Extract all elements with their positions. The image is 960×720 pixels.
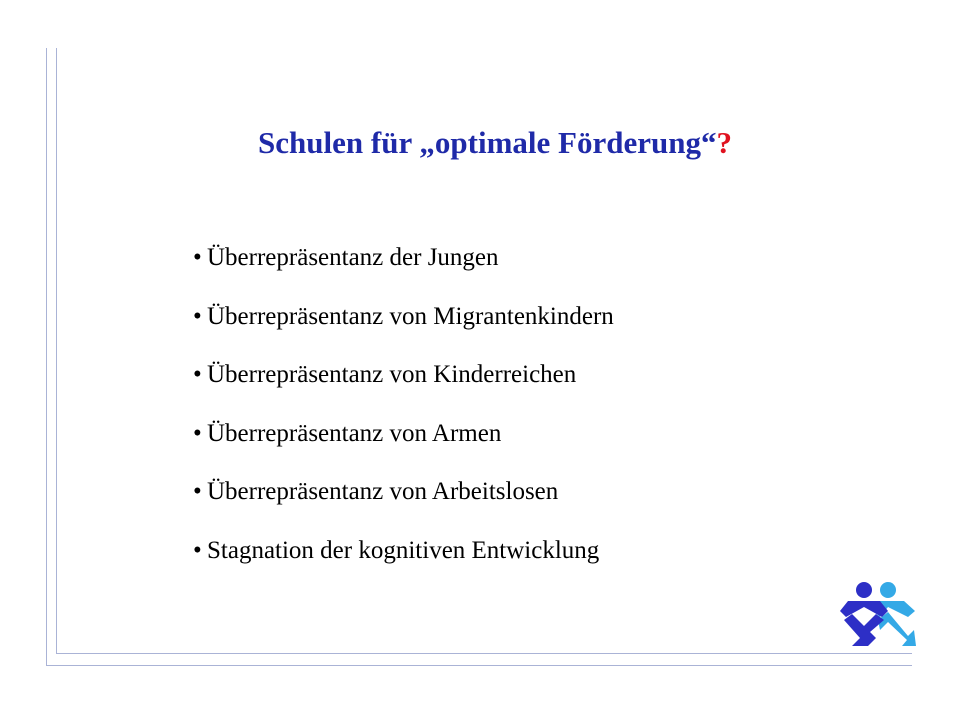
- frame-bottom-outer: [46, 665, 912, 666]
- bullet-item: [193, 297, 614, 356]
- bullet-dot: •: [193, 478, 202, 505]
- bullet-dot: •: [193, 419, 202, 447]
- bullet-text: Überrepräsentanz von Arbeitslosen: [207, 478, 559, 505]
- slide-title: [0, 125, 960, 161]
- bullet-dot: •: [193, 536, 202, 564]
- two-figures-logo-icon: [836, 580, 916, 650]
- frame-bottom-inner: [56, 653, 912, 654]
- bullet-text: Überrepräsentanz der Jungen: [207, 244, 499, 271]
- bullet-item: [193, 238, 614, 297]
- bullet-text: Überrepräsentanz von Kinderreichen: [207, 361, 577, 388]
- bullet-item: [193, 355, 614, 414]
- bullet-dot: •: [193, 244, 202, 271]
- bullet-dot: •: [193, 302, 202, 330]
- bullet-text: Überrepräsentanz von Migrantenkindern: [207, 302, 614, 330]
- bullet-item: [193, 472, 614, 531]
- bullet-list: [193, 238, 614, 589]
- slide-title-question-mark: ?: [716, 125, 732, 160]
- light-figure-head: [880, 582, 896, 598]
- bullet-text: Überrepräsentanz von Armen: [207, 419, 502, 447]
- dark-figure-head: [856, 582, 872, 598]
- bullet-item: [193, 531, 614, 590]
- bullet-text: Stagnation der kognitiven Entwicklung: [207, 536, 600, 564]
- slide-title-text: Schulen für „optimale Förderung“: [258, 125, 717, 160]
- bullet-item: [193, 414, 614, 473]
- bullet-dot: •: [193, 361, 202, 388]
